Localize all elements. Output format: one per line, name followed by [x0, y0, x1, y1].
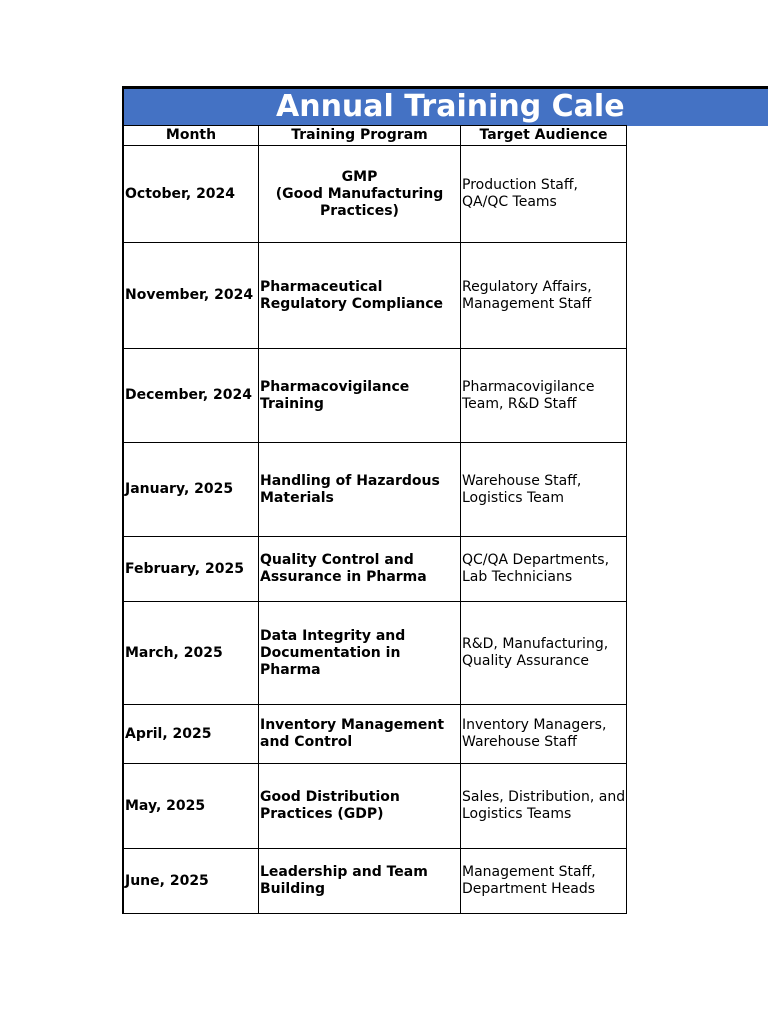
table-row [124, 349, 627, 443]
month-cell: January, 2025 [124, 443, 259, 537]
audience-cell: Production Staff, QA/QC Teams [461, 146, 627, 243]
table-row [124, 849, 627, 914]
audience-header: Target Audience [461, 126, 627, 146]
audience-cell: R&D, Manufacturing, Quality Assurance [461, 602, 627, 705]
month-cell: February, 2025 [124, 537, 259, 602]
program-cell: Leadership and Team Building [259, 849, 461, 914]
table-row [124, 443, 627, 537]
month-cell: May, 2025 [124, 764, 259, 849]
program-text: GMP (Good Manufacturing Practices) [275, 168, 444, 219]
program-cell: Pharmacovigilance Training [259, 349, 461, 443]
table-row [124, 764, 627, 849]
month-header: Month [124, 126, 259, 146]
title-banner [122, 86, 768, 126]
program-cell: Handling of Hazardous Materials [259, 443, 461, 537]
month-cell: June, 2025 [124, 849, 259, 914]
audience-cell: Pharmacovigilance Team, R&D Staff [461, 349, 627, 443]
program-cell: Good Distribution Practices (GDP) [259, 764, 461, 849]
month-cell: October, 2024 [124, 146, 259, 243]
table-row [124, 146, 627, 243]
audience-cell: Warehouse Staff, Logistics Team [461, 443, 627, 537]
table-left-edge [122, 125, 124, 914]
program-cell: Quality Control and Assurance in Pharma [259, 537, 461, 602]
page-title: Annual Training Cale [276, 89, 625, 124]
month-cell: April, 2025 [124, 705, 259, 764]
audience-cell: Inventory Managers, Warehouse Staff [461, 705, 627, 764]
audience-cell: Management Staff, Department Heads [461, 849, 627, 914]
month-cell: November, 2024 [124, 243, 259, 349]
table-row [124, 537, 627, 602]
table-row [124, 705, 627, 764]
audience-cell: Regulatory Affairs, Management Staff [461, 243, 627, 349]
program-cell: Inventory Management and Control [259, 705, 461, 764]
training-calendar-table [123, 125, 627, 914]
program-cell: Pharmaceutical Regulatory Compliance [259, 243, 461, 349]
table-row [124, 243, 627, 349]
program-cell [259, 146, 461, 243]
table-row [124, 602, 627, 705]
header-row [124, 126, 627, 146]
banner-edge [122, 86, 124, 126]
month-cell: December, 2024 [124, 349, 259, 443]
month-cell: March, 2025 [124, 602, 259, 705]
audience-cell: Sales, Distribution, and Logistics Teams [461, 764, 627, 849]
program-cell: Data Integrity and Documentation in Pharma [259, 602, 461, 705]
audience-cell: QC/QA Departments, Lab Technicians [461, 537, 627, 602]
program-header: Training Program [259, 126, 461, 146]
